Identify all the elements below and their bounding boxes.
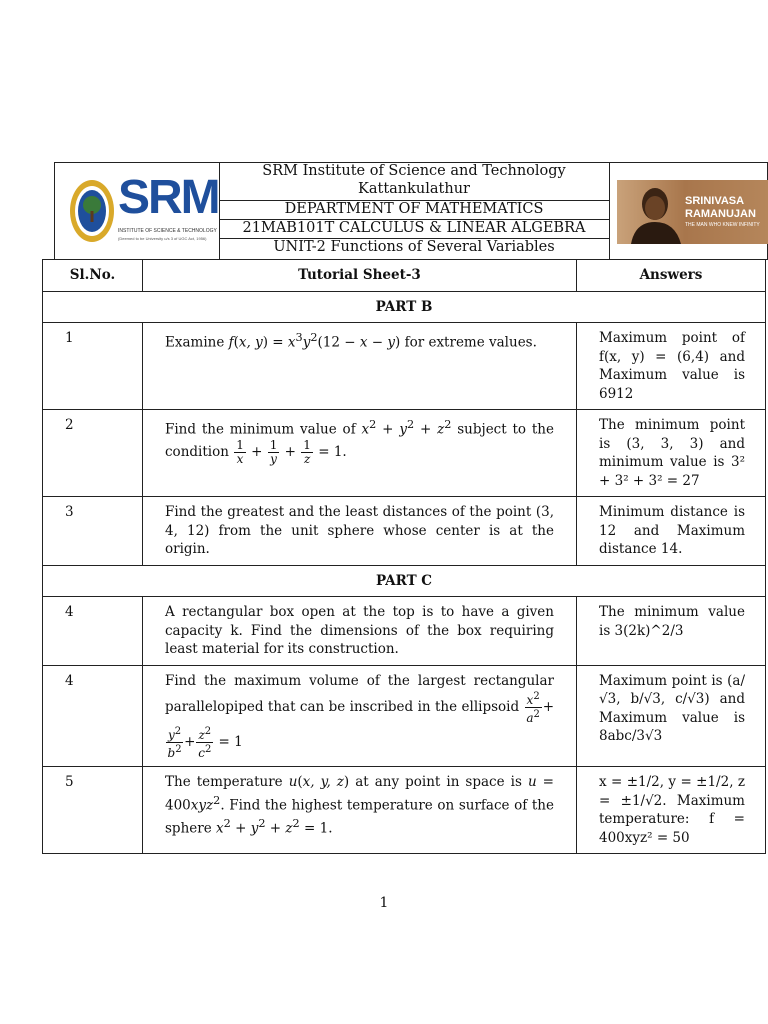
answer-cell: The minimum value is 3(2k)^2/3: [577, 597, 766, 666]
answer-cell: Maximum point of f(x, y) = (6,4) and Maximum value is 6912: [577, 323, 766, 410]
portrait-name-first: SRINIVASA: [685, 195, 745, 207]
page-number: 1: [379, 895, 389, 911]
row-number: 2: [43, 410, 143, 497]
srm-emblem-icon: [68, 178, 116, 244]
course-title: 21MAB101T CALCULUS & LINEAR ALGEBRA: [242, 220, 586, 236]
table-row: [43, 597, 766, 666]
answer-cell: x = ±1/2, y = ±1/2, z = ±1/√2. Maximum temperature: f = 400xyz² = 50: [577, 767, 766, 854]
srm-logo-tagline: (Deemed to be University u/s 3 of UGC Act, 1956): [118, 236, 207, 241]
col-header-slno: Sl.No.: [43, 260, 143, 292]
answer-cell: The minimum point is (3, 3, 3) and minimum value is 3² + 3² + 3² = 27: [577, 410, 766, 497]
part-c-row: [43, 565, 766, 597]
srm-logo-subtext: INSTITUTE OF SCIENCE & TECHNOLOGY: [118, 228, 217, 234]
row-number: 3: [43, 497, 143, 566]
part-c-heading: PART C: [43, 565, 766, 597]
tutorial-table: [42, 259, 766, 854]
srm-logo-text: SRM: [118, 171, 219, 224]
header-divider-right: [609, 162, 610, 260]
portrait-name-last: RAMANUJAN: [685, 208, 756, 220]
table-row: [43, 767, 766, 854]
table-row: [43, 410, 766, 497]
header-block: [54, 162, 768, 260]
question-cell: Find the minimum value of $x^2 + y^2 + z^2$ subject to the condition $\frac{1}{x}$ + $\frac{1}{y}$ + $\frac{1}{z}$ = 1.: [143, 410, 577, 497]
part-b-heading: PART B: [43, 291, 766, 323]
row-number: 1: [43, 323, 143, 410]
institute-name: SRM Institute of Science and Technology: [262, 163, 566, 179]
portrait-silhouette-icon: [623, 180, 693, 244]
campus-name: Kattankulathur: [358, 181, 470, 197]
row-number: 4: [43, 665, 143, 767]
ramanujan-portrait: [617, 180, 768, 244]
question-cell: Find the greatest and the least distances of the point (3, 4, 12) from the unit sphere whose center is at the origin.: [143, 497, 577, 566]
row-number: 5: [43, 767, 143, 854]
answer-cell: Maximum point is (a/√3, b/√3, c/√3) and Maximum value is 8abc/3√3: [577, 665, 766, 767]
srm-logo: [66, 171, 219, 246]
col-header-sheet: Tutorial Sheet-3: [143, 260, 577, 292]
question-cell: The temperature u(x, y, z) at any point in space is u = 400xyz$^2$. Find the highest temperature on surface of the sphere $x^2 + y^2 + z^2 = 1$.: [143, 767, 577, 854]
row-number: 4: [43, 597, 143, 666]
answer-cell: Minimum distance is 12 and Maximum distance 14.: [577, 497, 766, 566]
table-header-row: [43, 260, 766, 292]
unit-title: UNIT-2 Functions of Several Variables: [273, 239, 555, 255]
col-header-answers: Answers: [577, 260, 766, 292]
part-b-row: [43, 291, 766, 323]
table-row: [43, 497, 766, 566]
department-name: DEPARTMENT OF MATHEMATICS: [284, 201, 544, 217]
table-row: [43, 665, 766, 767]
question-cell: Examine f(x, $y) = x^3y^2(12 - x - y)$ for extreme values.: [143, 323, 577, 410]
question-cell: Find the maximum volume of the largest rectangular parallelopiped that can be inscribed in the ellipsoid $\frac{x^2}{a^2}$ + $\frac{y^2}{b^2}$ + $\frac{z^2}{c^2}$ = 1: [143, 665, 577, 767]
question-cell: A rectangular box open at the top is to have a given capacity k. Find the dimensions of the box requiring least material for its construction.: [143, 597, 577, 666]
table-row: [43, 323, 766, 410]
portrait-tagline: THE MAN WHO KNEW INFINITY: [685, 222, 760, 228]
